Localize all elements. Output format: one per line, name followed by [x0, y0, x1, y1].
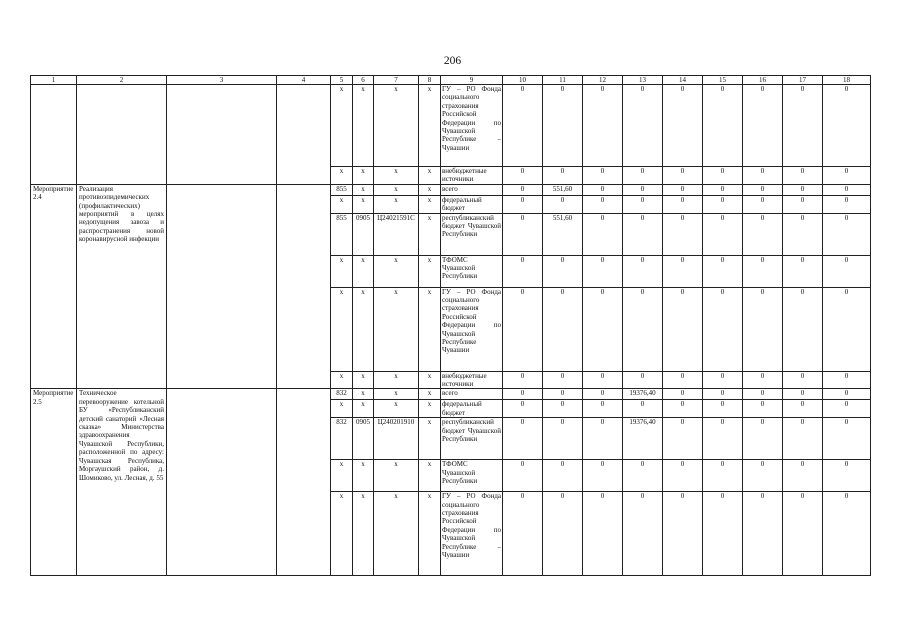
- value-cell: 0: [583, 418, 623, 460]
- value-cell: 0: [503, 255, 543, 287]
- table-row: [31, 85, 871, 167]
- empty-cell: [277, 184, 331, 389]
- value-cell: 0: [703, 400, 743, 418]
- value-cell: 0: [703, 418, 743, 460]
- value-cell: 0: [623, 492, 663, 576]
- funding-source: внебюджетные источники: [441, 371, 503, 389]
- value-cell: 0: [503, 184, 543, 195]
- code-cell: x: [374, 167, 419, 185]
- value-cell: 0: [583, 371, 623, 389]
- table-row: [31, 389, 871, 400]
- header-cell: 8: [419, 76, 441, 85]
- code-cell: x: [374, 85, 419, 167]
- table-row: [31, 184, 871, 195]
- value-cell: 0: [623, 85, 663, 167]
- value-cell: 0: [583, 184, 623, 195]
- value-cell: 0: [543, 195, 583, 213]
- value-cell: 0: [703, 492, 743, 576]
- value-cell: 0: [783, 85, 823, 167]
- value-cell: 551,60: [543, 213, 583, 255]
- measure-description: Техническое перевооружение котельной БУ «Республиканский детский санаторий «Лесная сказка» Министерства здравоохранения Чувашской Республики, расположенной по адресу: Чувашская Республика, Моргаушский район, д. Шомиково, ул. Лесная, д. 55: [77, 389, 167, 576]
- measure-label: [31, 85, 77, 185]
- code-cell: x: [353, 371, 374, 389]
- value-cell: 0: [623, 184, 663, 195]
- funding-source: республиканский бюджет Чувашской Республики: [441, 418, 503, 460]
- value-cell: 0: [783, 213, 823, 255]
- value-cell: 0: [743, 400, 783, 418]
- value-cell: 0: [823, 195, 871, 213]
- code-cell: x: [331, 167, 353, 185]
- value-cell: 0: [743, 184, 783, 195]
- value-cell: 0: [823, 371, 871, 389]
- value-cell: 0: [703, 460, 743, 492]
- code-cell: x: [374, 371, 419, 389]
- header-cell: 18: [823, 76, 871, 85]
- header-cell: 17: [783, 76, 823, 85]
- value-cell: 0: [543, 460, 583, 492]
- value-cell: 19376,40: [623, 418, 663, 460]
- code-cell: 832: [331, 418, 353, 460]
- value-cell: 0: [663, 460, 703, 492]
- code-cell: x: [419, 255, 441, 287]
- value-cell: 0: [583, 195, 623, 213]
- value-cell: 0: [543, 167, 583, 185]
- header-cell: 13: [623, 76, 663, 85]
- value-cell: 0: [503, 389, 543, 400]
- value-cell: 0: [583, 255, 623, 287]
- value-cell: 0: [623, 371, 663, 389]
- code-cell: x: [331, 255, 353, 287]
- value-cell: 0: [543, 287, 583, 371]
- header-cell: 15: [703, 76, 743, 85]
- value-cell: 0: [543, 418, 583, 460]
- value-cell: 0: [783, 460, 823, 492]
- code-cell: x: [419, 460, 441, 492]
- value-cell: 0: [703, 371, 743, 389]
- value-cell: 0: [743, 255, 783, 287]
- empty-cell: [167, 85, 277, 185]
- value-cell: 0: [503, 418, 543, 460]
- value-cell: 0: [623, 213, 663, 255]
- code-cell: x: [419, 184, 441, 195]
- value-cell: 0: [823, 492, 871, 576]
- code-cell: x: [331, 195, 353, 213]
- value-cell: 0: [663, 255, 703, 287]
- funding-source: всего: [441, 184, 503, 195]
- value-cell: 0: [663, 213, 703, 255]
- code-cell: x: [374, 195, 419, 213]
- code-cell: x: [353, 389, 374, 400]
- code-cell: x: [353, 85, 374, 167]
- value-cell: 0: [663, 400, 703, 418]
- value-cell: 0: [743, 418, 783, 460]
- value-cell: 0: [583, 389, 623, 400]
- value-cell: 0: [823, 418, 871, 460]
- value-cell: 0: [823, 400, 871, 418]
- value-cell: 0: [503, 371, 543, 389]
- value-cell: 0: [703, 184, 743, 195]
- code-cell: x: [419, 389, 441, 400]
- value-cell: 0: [743, 167, 783, 185]
- code-cell: x: [353, 492, 374, 576]
- value-cell: 0: [703, 195, 743, 213]
- value-cell: 0: [823, 460, 871, 492]
- value-cell: 0: [623, 167, 663, 185]
- value-cell: 0: [783, 195, 823, 213]
- funding-source: ГУ – РО Фонда социального страхования Российской Федерации по Чувашской Республике Чувашии: [441, 287, 503, 371]
- value-cell: 0: [503, 460, 543, 492]
- value-cell: 0: [503, 195, 543, 213]
- value-cell: 0: [823, 255, 871, 287]
- value-cell: 0: [583, 492, 623, 576]
- code-cell: x: [353, 255, 374, 287]
- code-cell: x: [374, 255, 419, 287]
- value-cell: 0: [823, 85, 871, 167]
- value-cell: 0: [583, 400, 623, 418]
- value-cell: 0: [663, 167, 703, 185]
- code-cell: x: [353, 195, 374, 213]
- code-cell: 855: [331, 184, 353, 195]
- code-cell: x: [419, 85, 441, 167]
- value-cell: 0: [783, 418, 823, 460]
- header-cell: 12: [583, 76, 623, 85]
- value-cell: 0: [503, 287, 543, 371]
- funding-source: ТФОМС Чувашской Республики: [441, 255, 503, 287]
- header-cell: 10: [503, 76, 543, 85]
- funding-source: ТФОМС Чувашской Республики: [441, 460, 503, 492]
- value-cell: 0: [663, 195, 703, 213]
- value-cell: 0: [583, 213, 623, 255]
- value-cell: 0: [503, 85, 543, 167]
- value-cell: 0: [503, 213, 543, 255]
- value-cell: 19376,40: [623, 389, 663, 400]
- code-cell: x: [374, 184, 419, 195]
- value-cell: 0: [703, 287, 743, 371]
- funding-source: федеральный бюджет: [441, 195, 503, 213]
- value-cell: 0: [663, 492, 703, 576]
- table-body: [31, 76, 871, 576]
- funding-source: республиканский бюджет Чувашской Республики: [441, 213, 503, 255]
- header-cell: 6: [353, 76, 374, 85]
- value-cell: 0: [823, 184, 871, 195]
- code-cell: x: [419, 400, 441, 418]
- funding-source: федеральный бюджет: [441, 400, 503, 418]
- value-cell: 0: [823, 389, 871, 400]
- value-cell: 0: [783, 255, 823, 287]
- code-cell: x: [353, 400, 374, 418]
- value-cell: 0: [743, 371, 783, 389]
- value-cell: 0: [703, 167, 743, 185]
- value-cell: 0: [583, 287, 623, 371]
- value-cell: 0: [743, 460, 783, 492]
- code-cell: x: [419, 418, 441, 460]
- value-cell: 0: [783, 389, 823, 400]
- empty-cell: [167, 184, 277, 389]
- value-cell: 0: [623, 400, 663, 418]
- value-cell: 0: [583, 460, 623, 492]
- value-cell: 0: [623, 287, 663, 371]
- header-cell: 7: [374, 76, 419, 85]
- header-cell: 14: [663, 76, 703, 85]
- value-cell: 0: [663, 184, 703, 195]
- header-cell: 5: [331, 76, 353, 85]
- code-cell: Ц24021591С: [374, 213, 419, 255]
- header-cell: 9: [441, 76, 503, 85]
- empty-cell: [167, 389, 277, 576]
- code-cell: x: [374, 460, 419, 492]
- value-cell: 0: [663, 389, 703, 400]
- code-cell: 0905: [353, 418, 374, 460]
- code-cell: x: [419, 195, 441, 213]
- value-cell: 0: [663, 287, 703, 371]
- header-cell: 2: [77, 76, 167, 85]
- funding-source: ГУ – РО Фонда социального страхования Российской Федерации по Чувашской Республике – Чувашии: [441, 85, 503, 167]
- header-row: [31, 76, 871, 85]
- code-cell: 832: [331, 389, 353, 400]
- empty-cell: [277, 85, 331, 185]
- value-cell: 0: [823, 213, 871, 255]
- value-cell: 0: [503, 492, 543, 576]
- empty-cell: [277, 389, 331, 576]
- value-cell: 0: [783, 492, 823, 576]
- code-cell: 0905: [353, 213, 374, 255]
- value-cell: 0: [703, 85, 743, 167]
- value-cell: 0: [783, 287, 823, 371]
- value-cell: 0: [663, 371, 703, 389]
- value-cell: 0: [823, 287, 871, 371]
- value-cell: 0: [503, 400, 543, 418]
- value-cell: 0: [663, 418, 703, 460]
- value-cell: 0: [583, 167, 623, 185]
- code-cell: x: [374, 492, 419, 576]
- code-cell: x: [374, 389, 419, 400]
- funding-source: внебюджетные источники: [441, 167, 503, 185]
- value-cell: 0: [623, 460, 663, 492]
- value-cell: 0: [543, 389, 583, 400]
- code-cell: x: [353, 184, 374, 195]
- value-cell: 0: [583, 85, 623, 167]
- code-cell: x: [353, 460, 374, 492]
- header-cell: 3: [167, 76, 277, 85]
- code-cell: x: [331, 492, 353, 576]
- value-cell: 0: [743, 195, 783, 213]
- value-cell: 0: [743, 287, 783, 371]
- value-cell: 0: [543, 255, 583, 287]
- code-cell: x: [331, 400, 353, 418]
- value-cell: 0: [703, 213, 743, 255]
- code-cell: x: [353, 167, 374, 185]
- value-cell: 0: [743, 85, 783, 167]
- header-cell: 11: [543, 76, 583, 85]
- measure-description: [77, 85, 167, 185]
- code-cell: x: [331, 460, 353, 492]
- funding-source: всего: [441, 389, 503, 400]
- value-cell: 0: [743, 492, 783, 576]
- code-cell: Ц240201910: [374, 418, 419, 460]
- code-cell: x: [374, 287, 419, 371]
- value-cell: 0: [543, 492, 583, 576]
- code-cell: x: [331, 287, 353, 371]
- code-cell: x: [419, 492, 441, 576]
- code-cell: x: [374, 400, 419, 418]
- code-cell: x: [419, 213, 441, 255]
- code-cell: x: [331, 371, 353, 389]
- header-cell: 16: [743, 76, 783, 85]
- value-cell: 0: [623, 255, 663, 287]
- value-cell: 0: [703, 389, 743, 400]
- code-cell: x: [331, 85, 353, 167]
- value-cell: 0: [743, 213, 783, 255]
- code-cell: x: [419, 371, 441, 389]
- value-cell: 0: [783, 371, 823, 389]
- funding-source: ГУ – РО Фонда социального страхования Российской Федерации по Чувашской Республике – Чувашии: [441, 492, 503, 576]
- value-cell: 0: [783, 184, 823, 195]
- value-cell: 0: [783, 167, 823, 185]
- code-cell: 855: [331, 213, 353, 255]
- header-cell: 4: [277, 76, 331, 85]
- measure-label: Мероприятие 2.5: [31, 389, 77, 576]
- value-cell: 551,60: [543, 184, 583, 195]
- value-cell: 0: [703, 255, 743, 287]
- value-cell: 0: [543, 400, 583, 418]
- code-cell: x: [353, 287, 374, 371]
- header-cell: 1: [31, 76, 77, 85]
- budget-table: [30, 75, 871, 576]
- value-cell: 0: [743, 389, 783, 400]
- code-cell: x: [419, 167, 441, 185]
- value-cell: 0: [783, 400, 823, 418]
- page-number: 206: [443, 55, 462, 67]
- value-cell: 0: [663, 85, 703, 167]
- measure-description: Реализация противоэпидемических (профилактических) мероприятий в целях недопущения завоза и распространения новой коронавирусной инфекции: [77, 184, 167, 389]
- value-cell: 0: [543, 85, 583, 167]
- measure-label: Мероприятие 2.4: [31, 184, 77, 389]
- value-cell: 0: [823, 167, 871, 185]
- value-cell: 0: [623, 195, 663, 213]
- code-cell: x: [419, 287, 441, 371]
- value-cell: 0: [543, 371, 583, 389]
- value-cell: 0: [503, 167, 543, 185]
